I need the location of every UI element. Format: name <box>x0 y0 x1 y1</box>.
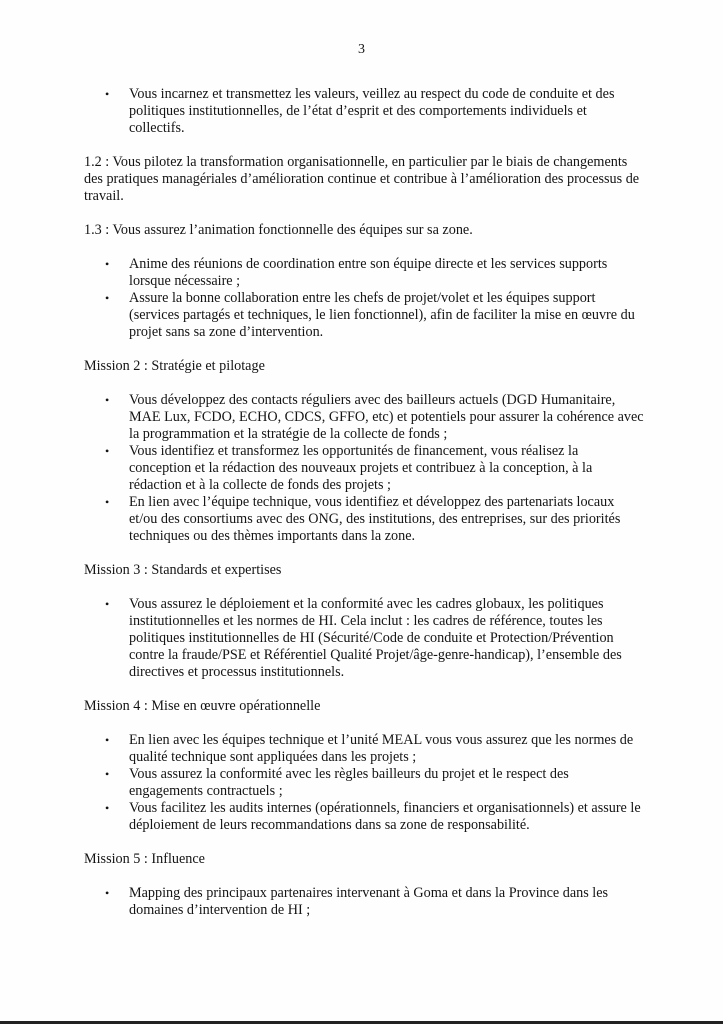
list-item: • Vous assurez la conformité avec les règles bailleurs du projet et le respect des engagements contractuels ; <box>105 766 569 799</box>
mission-4-heading: Mission 4 : Mise en œuvre opérationnelle <box>84 698 321 714</box>
list-item: • Vous assurez le déploiement et la conformité avec les cadres globaux, les politiques institutionnelles et les normes de HI. Cela inclut : les cadres de référence, toutes les politiques institutionnelles de HI (Sécurité/Code de conduite et Protection/Prévention contre la fraude/PSE et Référentiel Qualité Projet/âge-genre-handicap), l’ensemble des directives et processus institutionnels. <box>105 596 622 680</box>
bullet-icon: • <box>105 257 110 271</box>
bullet-icon: • <box>105 886 110 900</box>
list-item: • Vous incarnez et transmettez les valeurs, veillez au respect du code de conduite et des politiques institutionnelles, de l’état d’esprit et des comportements individuels et collectifs. <box>105 86 615 136</box>
list-item: • Assure la bonne collaboration entre les chefs de projet/volet et les équipes support (services partagés et techniques, le lien fonctionnel), afin de faciliter la mise en œuvre du projet sans sa zone d’intervention. <box>105 290 635 340</box>
bullet-list-mission-5 <box>84 885 644 919</box>
list-item: • Vous développez des contacts réguliers avec des bailleurs actuels (DGD Humanitaire, MAE Lux, FCDO, ECHO, CDCS, GFFO, etc) et potentiels pour assurer la cohérence avec la programmation et la stratégie de la collecte de fonds ; <box>105 392 644 442</box>
bullet-icon: • <box>105 733 110 747</box>
mission-5-heading: Mission 5 : Influence <box>84 851 205 867</box>
bullet-icon: • <box>105 801 110 815</box>
bullet-icon: • <box>105 291 110 305</box>
bullet-icon: • <box>105 393 110 407</box>
list-item: • En lien avec les équipes technique et l’unité MEAL vous vous assurez que les normes de qualité technique sont appliquées dans les projets ; <box>105 732 634 765</box>
list-item: • Anime des réunions de coordination entre son équipe directe et les services supports lorsque nécessaire ; <box>105 256 608 289</box>
page-number: 3 <box>358 42 365 57</box>
list-item: • Vous facilitez les audits internes (opérationnels, financiers et organisationnels) et assure le déploiement de leurs recommandations dans sa zone de responsabilité. <box>105 800 641 833</box>
bullet-list-mission-3 <box>84 596 644 681</box>
list-item: • Vous identifiez et transformez les opportunités de financement, vous réalisez la conception et la rédaction des nouveaux projets et contribuez à la conception, à la rédaction et à la collecte de fonds des projets ; <box>105 443 593 493</box>
bullet-list-values <box>84 86 644 137</box>
bullet-list-mission-2 <box>84 392 644 545</box>
bullet-list-mission-4 <box>84 732 644 834</box>
bullet-icon: • <box>105 767 110 781</box>
bullet-icon: • <box>105 597 110 611</box>
bullet-list-1-3 <box>84 256 644 341</box>
section-1-2-paragraph: 1.2 : Vous pilotez la transformation organisationnelle, en particulier par le biais de changements des pratiques managériales d’amélioration continue et contribue à l’amélioration des processus de travail. <box>84 154 640 204</box>
bullet-icon: • <box>105 495 110 509</box>
section-1-3-paragraph: 1.3 : Vous assurez l’animation fonctionnelle des équipes sur sa zone. <box>84 222 473 238</box>
list-item: • En lien avec l’équipe technique, vous identifiez et développez des partenariats locaux et/ou des consortiums avec des ONG, des institutions, des entreprises, sur des priorités techniques ou des thèmes importants dans la zone. <box>105 494 621 544</box>
mission-3-heading: Mission 3 : Standards et expertises <box>84 562 282 578</box>
bullet-icon: • <box>105 444 110 458</box>
page-content <box>84 86 644 936</box>
mission-2-heading: Mission 2 : Stratégie et pilotage <box>84 358 265 374</box>
list-item: • Mapping des principaux partenaires intervenant à Goma et dans la Province dans les domaines d’intervention de HI ; <box>105 885 609 918</box>
bullet-icon: • <box>105 87 110 101</box>
